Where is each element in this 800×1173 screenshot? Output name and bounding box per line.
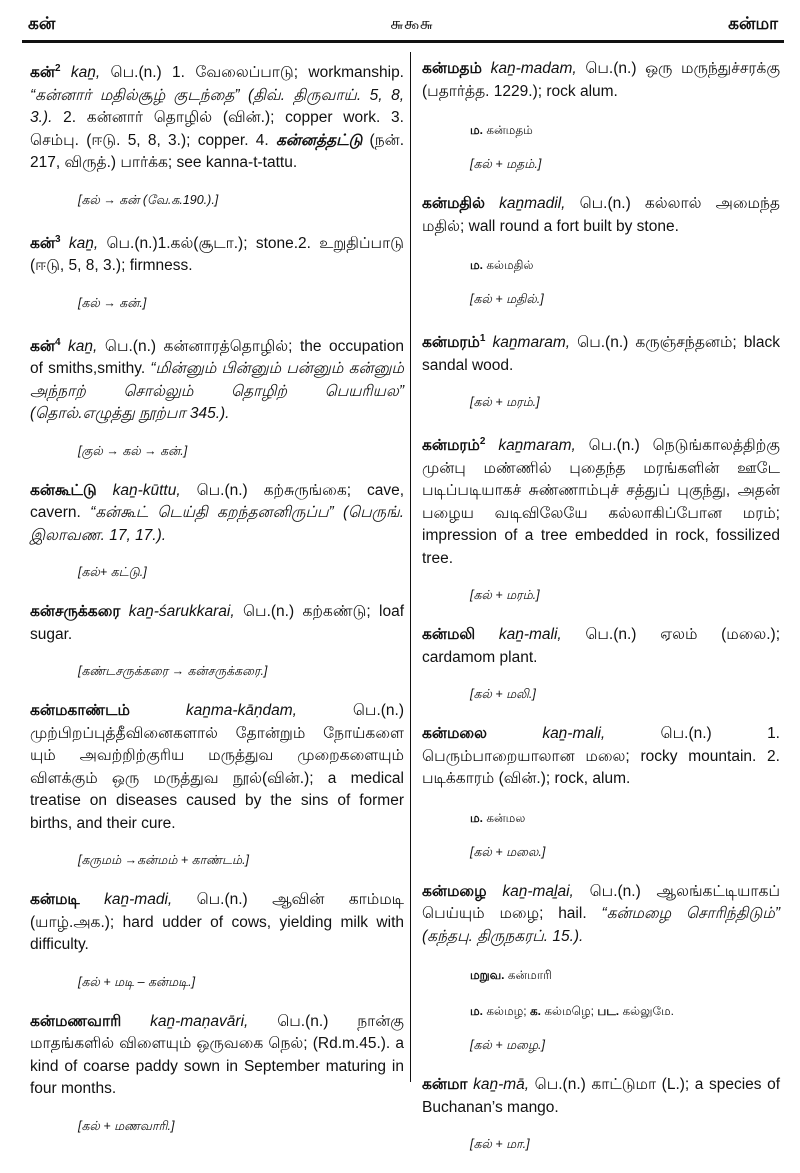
entry [30, 58, 404, 209]
definition: பெ.(n.) நெடுங்காலத்திற்கு முன்பு மண்ணில் புதைந்த மரங்களின் ஊடே படிப்படியாகச் சுண்ணாம்புச் சத்துப் புகுந்து, அதன் பழைய வடிவிலேயே கல்லாகிப்போன மரம்; impression of a tree embedded in rock, fossilized tree. [422, 437, 780, 567]
headword: கன்மரம்$^1$ [422, 333, 486, 352]
etymology: [கல் + மணவாரி.] [78, 1118, 175, 1133]
transliteration: kaṉ-madam, [490, 60, 577, 77]
definition: பெ.(n.) கன்னாரத்தொழில்; the occupation of smiths,smithy. [30, 337, 404, 378]
synonym-line: மறுவ. கன்மாரி [470, 968, 552, 983]
page-header [0, 8, 800, 38]
cross-reference: கன்னத்தட்டு [275, 131, 363, 149]
etymology: [குல் → கல் → கன்.] [78, 443, 188, 458]
headword: கன்$^4$ [30, 336, 61, 355]
definition: பெ.(n.) 1. பெரும்பாறையாலான மலை; rocky mountain. 2. படிக்காரம் (வின்.); rock, alum. [422, 725, 780, 788]
entry [422, 624, 780, 703]
headword: கன்கூட்டு [30, 481, 97, 499]
transliteration: kaṉ-mali, [498, 626, 562, 644]
definition: பெ.(n.) நான்கு மாதங்களில் விளையும் ஒருவகை நெல்; (Rd.m.45.). a kind of coarse paddy sown in September maturing in four months. [30, 1012, 404, 1098]
entry [30, 700, 404, 869]
etymology: [கல் + மா.] [470, 1137, 530, 1152]
definition: பெ.(n.) காட்டுமா (L.); a species of Buchanan’s mango. [422, 1076, 780, 1116]
definition: பெ.(n.) 1. வேலைப்பாடு; workmanship. [100, 64, 404, 82]
etymology: [கண்டசருக்கரை → கன்சருக்கரை.] [78, 664, 268, 679]
etymology: [கல் + மதம்.] [470, 157, 542, 171]
cognate-line: ம. கன்மதம் [470, 123, 533, 137]
transliteration: kaṉ-mali, [542, 725, 606, 743]
quotation: “கன்கூட் டெய்தி கறந்தனனிருப்ப” (பெருங். இலாவண. 17, 17.). [30, 504, 404, 544]
definition: பெ.(n.) ஆவின் காம்மடி (யாழ்.அக.); hard udder of cows, yielding milk with difficulty. [30, 891, 405, 954]
etymology: [கல் + மழை.] [470, 1038, 545, 1053]
cognate-line: ம. கல்மதில் [470, 258, 534, 272]
left-column [30, 58, 404, 1155]
transliteration: kaṉ-maṇavāri, [150, 1012, 249, 1030]
entry [422, 723, 780, 861]
header-last-word: கன்மா [728, 14, 778, 33]
entry [30, 480, 404, 582]
definition: பெ.(n.) கருஞ்சந்தனம்; black sandal wood. [422, 334, 780, 374]
entry [30, 229, 404, 312]
definition: பெ.(n.) முற்பிறப்புத்தீவினைகளால் தோன்றும் நோய்களை யும் அவற்றிற்குரிய மருத்துவ முறைகளையும் விளக்கும் ஒரு மருத்துவ நூல்(வின்.); a medical treatise on diseases caused by the sins of former births, and their cure. [30, 702, 404, 832]
transliteration: kaṉ-kūttu, [112, 481, 181, 499]
transliteration: kaṉ-śarukkarai, [128, 603, 235, 621]
definition: பெ.(n.) கல்லால் அமைந்த மதில்; wall round a fort built by stone. [422, 195, 780, 235]
etymology: [கல் + மலி.] [470, 687, 536, 702]
transliteration: kaṉ, [70, 64, 101, 82]
headword: கன்மணவாரி [30, 1012, 122, 1030]
entry [422, 1074, 780, 1153]
transliteration: kaṉmadil, [499, 195, 566, 212]
transliteration: kaṉ-mā, [473, 1076, 530, 1094]
headword: கன்மதம் [422, 60, 482, 77]
quotation: “கன்மழை சொரிந்திடும்” (கந்தபு. திருநகரப். 15.). [422, 905, 780, 945]
etymology: [கல் → கன்.] [78, 295, 147, 310]
headword: கன்மடி [30, 891, 80, 909]
entry [422, 193, 780, 308]
headword: கன்மலை [422, 725, 487, 743]
definition: பெ.(n.)1.கல்(சூடா.); stone.2. உறுதிப்பாடு (ஈடு, 5, 8, 3.); firmness. [30, 234, 404, 275]
definition: பெ.(n.) ஒரு மருந்துச்சரக்கு (பதார்த்த. 1229.); rock alum. [422, 60, 781, 100]
transliteration: kaṉ, [68, 337, 98, 355]
entry [422, 431, 780, 604]
definition: பெ.(n.) கற்கண்டு; loaf sugar. [30, 603, 404, 643]
headword: கன்மரம்$^2$ [422, 436, 486, 455]
headword: கன்$^2$ [30, 63, 61, 82]
entry [30, 332, 404, 460]
entry [422, 328, 780, 411]
etymology: [கல் + மரம்.] [470, 395, 540, 410]
headword: கன்மழை [422, 882, 487, 900]
cognate-line: ம. கன்மல [470, 810, 526, 825]
column-divider [410, 52, 411, 1082]
entry [422, 881, 780, 1055]
definition: பெ.(n.) கற்சுருங்கை; cave, cavern. [30, 481, 405, 522]
transliteration: kaṉ-madi, [104, 891, 173, 909]
headword: கன்மதில் [422, 195, 485, 212]
headword: கன்மா [422, 1076, 468, 1094]
page-number: ௬௯௬ [390, 14, 434, 33]
entry [422, 58, 780, 173]
transliteration: kaṉmaram, [492, 334, 571, 352]
headword: கன்மலி [422, 626, 476, 644]
etymology: [கல் → கன் (வே.க.190.).] [78, 192, 219, 207]
etymology: [கல் + மலை.] [470, 844, 546, 859]
etymology: [கல் + மடி – கன்மடி.] [78, 974, 196, 989]
etymology: [கல்+ கட்டு.] [78, 565, 147, 580]
right-column [422, 58, 780, 1173]
etymology: [கல் + மரம்.] [470, 588, 540, 603]
entry [30, 889, 404, 991]
transliteration: kaṉ-maḻai, [502, 882, 574, 900]
quotation: “மின்னும் பின்னும் பன்னும் கன்னும் அந்நாற் சொல்லும் தொழிற் பெயரியல” (தொல்.எழுத்து நூற்பா 345.). [30, 360, 404, 423]
definition: 2. கன்னார் தொழில் (வின்.); copper work. 3. செம்பு. (ஈடு. 5, 8, 3.); copper. 4. [30, 109, 404, 149]
headword: கன்மகாண்டம் [30, 702, 130, 720]
transliteration: kaṉma-kāṇdam, [185, 702, 297, 720]
etymology: [கருமம் →கன்மம் + காண்டம்.] [78, 853, 250, 868]
entry [30, 601, 404, 680]
definition: (நன். 217, விருத்.) பார்க்க; see kanna-t-tattu. [30, 131, 405, 172]
quotation: “கன்னார் மதில்சூழ் குடந்தை” (திவ். திருவாய். 5, 8, 3.). [30, 86, 404, 127]
headword: கன்சருக்கரை [30, 603, 121, 621]
etymology: [கல் + மதில்.] [470, 292, 544, 306]
transliteration: kaṉ, [68, 234, 99, 252]
header-first-word: கன் [28, 14, 56, 33]
transliteration: kaṉmaram, [498, 437, 576, 455]
entry [30, 1011, 404, 1135]
definition: பெ.(n.) ஆலங்கட்டியாகப் பெய்யும் மழை; hail. [422, 882, 780, 923]
header-rule [22, 40, 784, 43]
cognate-line: ம. கல்மழ; க. கல்மழெ; பட. கல்லுமே. [470, 1004, 674, 1019]
headword: கன்$^3$ [30, 233, 61, 252]
definition: பெ.(n.) ஏலம் (மலை.); cardamom plant. [422, 626, 781, 666]
